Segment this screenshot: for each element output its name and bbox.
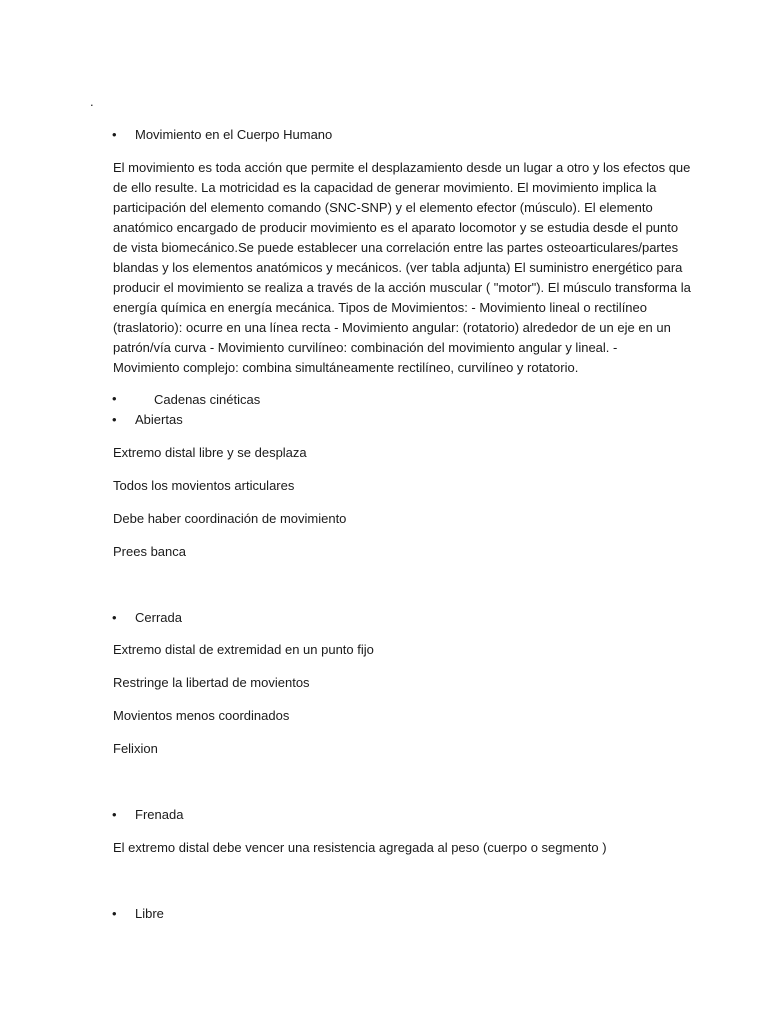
- cerrada-item: Movientos menos coordinados: [113, 708, 290, 723]
- abiertas-item: Extremo distal libre y se desplaza: [113, 445, 307, 460]
- stray-period: .: [90, 94, 94, 109]
- paragraph-line: El movimiento es toda acción que permite el desplazamiento desde un lugar a otro y los efectos que: [113, 160, 691, 175]
- cadenas-bullet-text: Cadenas cinéticas: [154, 392, 261, 407]
- cerrada-item: Extremo distal de extremidad en un punto fijo: [113, 642, 374, 657]
- bullet-icon: •: [112, 906, 117, 921]
- paragraph-line: Movimiento complejo: combina simultáneamente rectilíneo, curvilíneo y rotatorio.: [113, 360, 579, 375]
- bullet-icon: •: [112, 610, 117, 625]
- paragraph-line: patrón/vía curva - Movimiento curvilíneo: combinación del movimiento angular y lineal. -: [113, 340, 618, 355]
- cerrada-item: Felixion: [113, 741, 158, 756]
- paragraph-line: producir el movimiento se realiza a través de la acción muscular ( "motor"). El músculo transforma la: [113, 280, 691, 295]
- abiertas-bullet-text: Abiertas: [135, 412, 183, 427]
- paragraph-line: energía química en energía mecánica. Tipos de Movimientos: - Movimiento lineal o rectilíneo: [113, 300, 647, 315]
- abiertas-item: Debe haber coordinación de movimiento: [113, 511, 347, 526]
- paragraph-line: (traslatorio): ocurre en una línea recta - Movimiento angular: (rotatorio) alrededor de un eje en un: [113, 320, 671, 335]
- libre-bullet-text: Libre: [135, 906, 164, 921]
- frenada-bullet-text: Frenada: [135, 807, 184, 822]
- intro-paragraph: [113, 158, 691, 378]
- bullet-icon: •: [112, 127, 117, 142]
- paragraph-line: anatómico encargado de producir movimiento es el aparato locomotor y se estudia desde el punto: [113, 220, 679, 235]
- bullet-icon: •: [112, 807, 117, 822]
- abiertas-item: Prees banca: [113, 544, 186, 559]
- paragraph-line: de ello resulte. La motricidad es la capacidad de generar movimiento. El movimiento implica la: [113, 180, 657, 195]
- paragraph-line: blandas y los elementos anatómicos y mecánicos. (ver tabla adjunta) El suministro energético para: [113, 260, 683, 275]
- heading-bullet-text: Movimiento en el Cuerpo Humano: [135, 127, 333, 142]
- paragraph-line: de vista biomecánico.Se puede establecer una correlación entre las partes osteoarticulares/partes: [113, 240, 679, 255]
- frenada-item: El extremo distal debe vencer una resistencia agregada al peso (cuerpo o segmento ): [113, 840, 607, 855]
- cerrada-bullet-text: Cerrada: [135, 610, 182, 625]
- bullet-icon: •: [112, 391, 117, 406]
- paragraph-line: participación del elemento comando (SNC-SNP) y el elemento efector (músculo). El elemento: [113, 200, 653, 215]
- bullet-icon: •: [112, 412, 117, 427]
- abiertas-item: Todos los movientos articulares: [113, 478, 295, 493]
- cerrada-item: Restringe la libertad de movientos: [113, 675, 310, 690]
